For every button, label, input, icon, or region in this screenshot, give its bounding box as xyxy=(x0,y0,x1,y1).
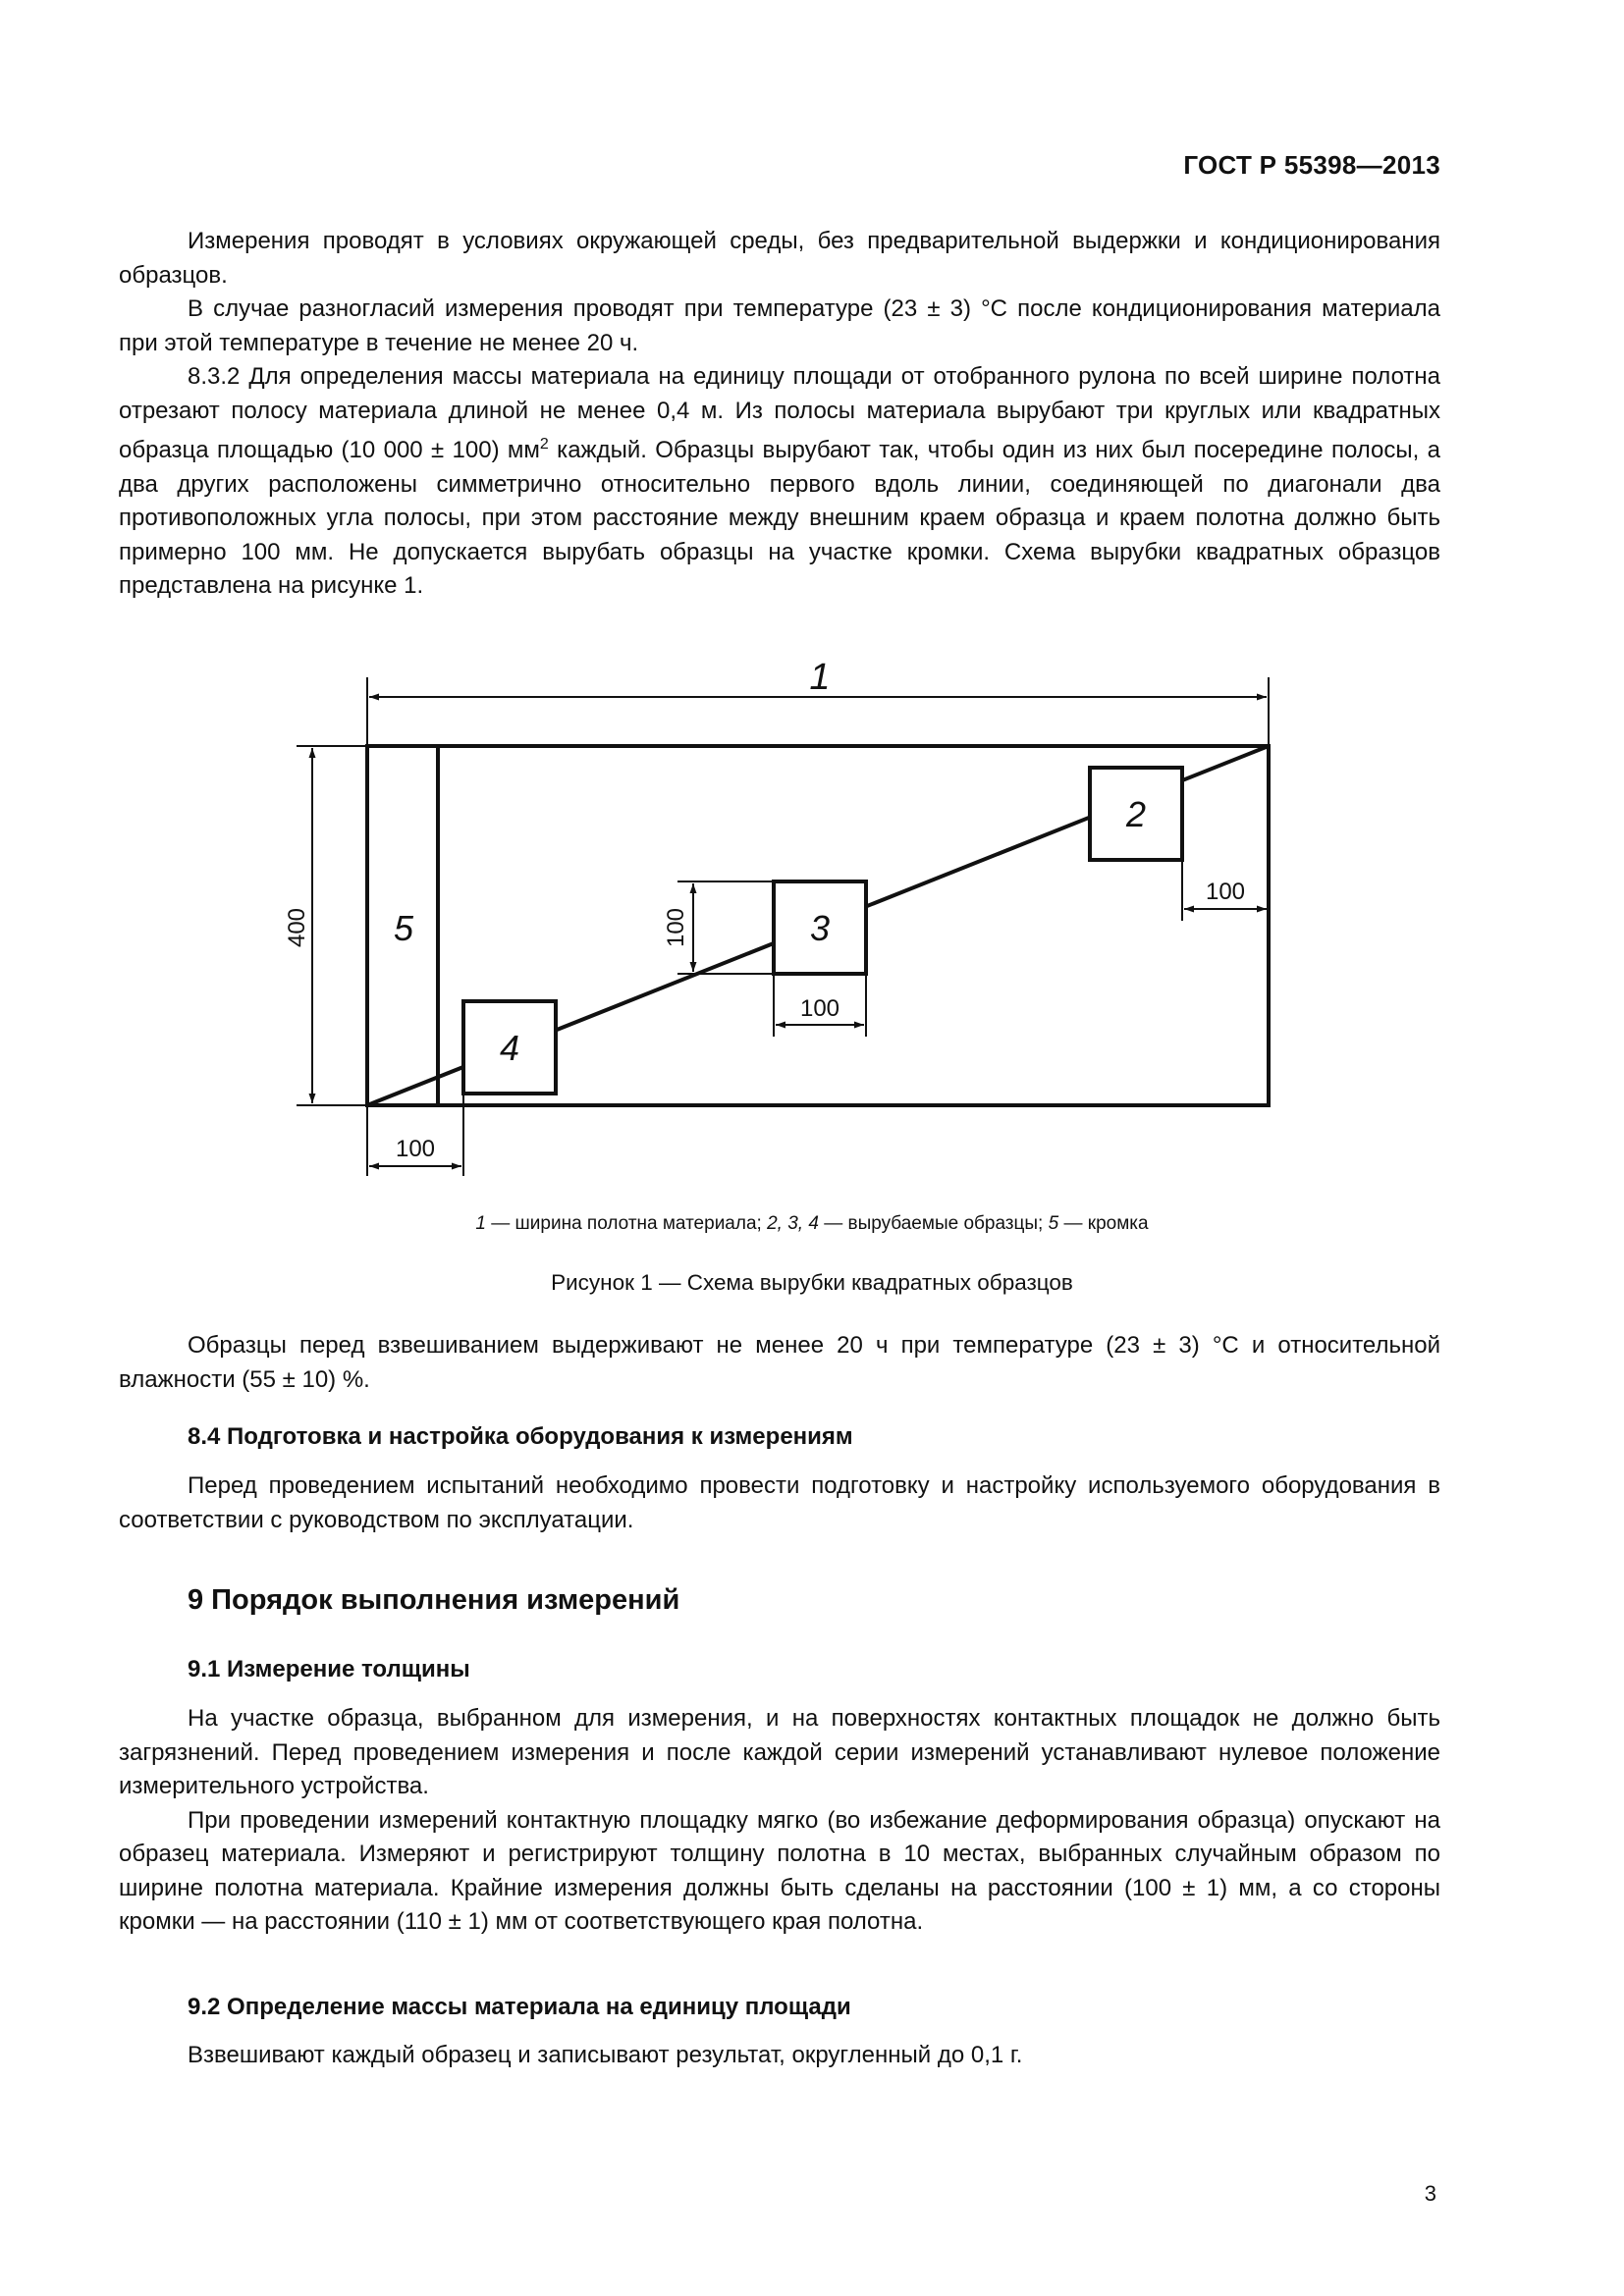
page-number: 3 xyxy=(1424,2181,1436,2206)
paragraph: На участке образца, выбранном для измерения, и на поверхностях контактных площадок не должно быть загрязнений. Перед проведением измерения и после каждой серии измерений устанавливают нулевое положение измерительного устройства. xyxy=(119,1705,1440,1799)
paragraph: Измерения проводят в условиях окружающей среды, без предварительной выдержки и кондиционирования образцов. xyxy=(119,228,1440,289)
paragraph: Образцы перед взвешиванием выдерживают не менее 20 ч при температуре (23 ± 3) °С и относительной влажности (55 ± 10) %. xyxy=(119,1332,1440,1393)
label-5: 5 xyxy=(393,908,414,948)
dimension-400: 400 xyxy=(284,907,310,948)
section-8-4-body xyxy=(119,1469,1440,1537)
superscript: 2 xyxy=(539,436,549,453)
legend-number: 2, 3, 4 xyxy=(767,1213,819,1234)
section-9-1-title: 9.1 Измерение толщины xyxy=(188,1656,470,1682)
text-block-2 xyxy=(119,1329,1440,1397)
paragraph: Перед проведением испытаний необходимо провести подготовку и настройку используемого оборудования в соответствии с руководством по эксплуатации. xyxy=(119,1472,1440,1533)
label-2: 2 xyxy=(1125,794,1147,834)
paragraph: При проведении измерений контактную площадку мягко (во избежание деформирования образца) опускают на образец материала. Измеряют и регистрируют толщину полотна в 10 местах, выбранных случайным образом по ширине полотна материала. Крайние измерения должны быть сделаны на расстоянии (100 ± 1) мм, а со стороны кромки — на расстоянии (110 ± 1) мм от соответствующего края полотна. xyxy=(119,1806,1440,1935)
label-4: 4 xyxy=(499,1028,520,1068)
section-9-2-title: 9.2 Определение массы материала на единицу площади xyxy=(188,1994,851,2020)
legend-number: 1 xyxy=(475,1213,486,1234)
dimension-100-vertical: 100 xyxy=(663,907,689,948)
legend-number: 5 xyxy=(1048,1213,1059,1234)
section-9-title: 9 Порядок выполнения измерений xyxy=(188,1584,680,1616)
legend-text: — вырубаемые образцы; xyxy=(818,1213,1049,1234)
legend-text: — кромка xyxy=(1058,1213,1149,1234)
label-1: 1 xyxy=(809,657,831,698)
section-8-4-title: 8.4 Подготовка и настройка оборудования к измерениям xyxy=(188,1423,853,1450)
figure-legend xyxy=(0,1213,1624,1235)
document-id: ГОСТ Р 55398—2013 xyxy=(1183,150,1440,180)
section-9-1-body xyxy=(119,1702,1440,1940)
paragraph-text: каждый. Образцы вырубают так, чтобы один из них был посередине полосы, а два других расположены симметрично относительно первого вдоль линии, соединяющей по диагонали два противоположных угла полосы, при этом расстояние между внешним краем образца и краем полотна должно быть примерно 100 мм. Не допускается вырубать образцы на участке кромки. Схема вырубки квадратных образцов представлена на рисунке 1. xyxy=(119,437,1441,599)
paragraph-text: 8.3.2 Для определения массы материала на единицу площади от отобранного рулона по всей ширине полотна отрезают полосу материала длиной не менее 0,4 м. Из полосы материала вырубают три круглых или квадратных образца площадью (10 000 ± 100) мм xyxy=(119,363,1440,463)
dimension-100-horizontal: 100 xyxy=(799,995,840,1022)
label-3: 3 xyxy=(809,908,831,948)
dimension-100-left: 100 xyxy=(395,1136,436,1162)
section-9-2-body xyxy=(119,2039,1440,2073)
paragraph: В случае разногласий измерения проводят при температуре (23 ± 3) °С после кондиционирования материала при этой температуре в течение не менее 20 ч. xyxy=(119,295,1440,356)
paragraph: Взвешивают каждый образец и записывают результат, округленный до 0,1 г. xyxy=(188,2042,1023,2068)
figure-caption: Рисунок 1 — Схема вырубки квадратных образцов xyxy=(551,1270,1073,1295)
legend-text: — ширина полотна материала; xyxy=(486,1213,768,1234)
dimension-100-right: 100 xyxy=(1205,879,1246,905)
